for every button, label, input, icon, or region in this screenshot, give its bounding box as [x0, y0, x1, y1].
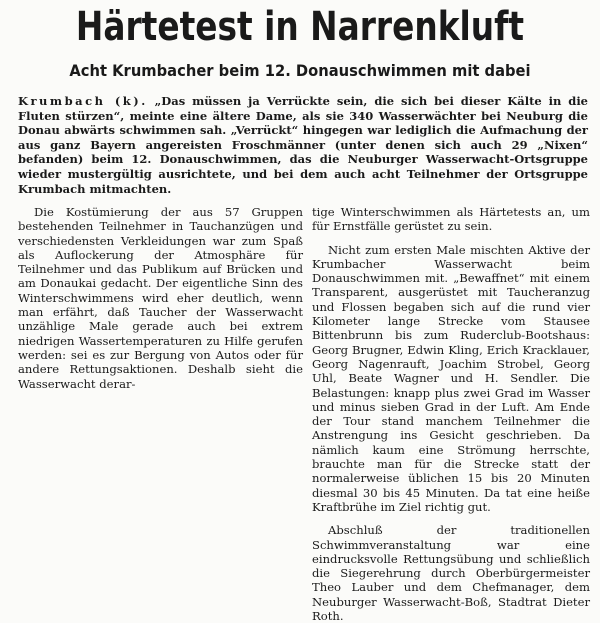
- dateline: Krumbach (k).: [18, 94, 148, 108]
- headline: Härtetest in Narrenkluft: [75, 4, 525, 50]
- paragraph: Nicht zum ersten Male mischten Aktive der Krumbacher Wasserwacht beim Donauschwimmen mit. „Bewaffnet“ mit einem Transparent, ausgerüstet mit Taucheranzug und Flossen begaben sich auf die rund vier Kilometer lange Strecke vom Stausee Bittenbrunn bis zum Ruderclub-Bootshaus: Georg Brugner, Edwin Kling, Erich Kracklauer, Georg Nagenrauft, Joachim Strobel, Georg Uhl, Beate Wagner und H. Sendler. Die Belastungen: knapp plus zwei Grad im Wasser und minus sieben Grad in der Luft. Am Ende der Tour stand manchem Teilnehmer die Anstrengung ins Gesicht geschrieben. Da nämlich kaum eine Strömung herrschte, brauchte man für die Strecke statt der normalerweise üblichen 15 bis 20 Minuten diesmal 30 bis 45 Minuten. Da tat eine heiße Kraftbrühe im Ziel richtig gut.: [312, 242, 590, 514]
- column-left: [18, 205, 303, 391]
- lead-paragraph: [18, 94, 588, 196]
- column-right: [312, 205, 590, 623]
- paragraph: Die Kostümierung der aus 57 Gruppen bestehenden Teilnehmer in Tauchanzügen und verschiedensten Verkleidungen war zum Spaß als Auflockerung der Atmosphäre für Teilnehmer und das Publikum auf Brücken und am Donaukai gedacht. Der eigentliche Sinn des Winterschwimmens wird eher deutlich, wenn man erfährt, daß Taucher der Wasserwacht unzählige Male gerade auch bei extrem niedrigen Wassertemperaturen zu Hilfe gerufen werden: sei es zur Bergung von Autos oder für andere Rettungsaktionen. Deshalb sieht die Wasserwacht derar-: [18, 205, 303, 391]
- lead-text: „Das müssen ja Verrückte sein, die sich bei dieser Kälte in die Fluten stürzen“, meinte eine ältere Dame, als sie 340 Wasserwächter bei Neuburg die Donau abwärts schwimmen sah. „Verrückt“ hingegen war lediglich die Aufmachung der aus ganz Bayern angereisten Froschmänner (unter denen sich auch 29 „Nixen“ befanden) beim 12. Donauschwimmen, das die Neuburger Wasserwacht-Ortsgruppe wieder mustergültig ausrichtete, und bei dem auch acht Teilnehmer der Ortsgruppe Krumbach mitmachten.: [18, 94, 588, 196]
- subheadline: Acht Krumbacher beim 12. Donauschwimmen mit dabei: [69, 61, 531, 80]
- paragraph-continued: tige Winterschwimmen als Härtetests an, um für Ernstfälle gerüstet zu sein.: [312, 205, 590, 234]
- paragraph: Abschluß der traditionellen Schwimmveranstaltung war eine eindrucksvolle Rettungsübung und schließlich die Siegerehrung durch Oberbürgermeister Theo Lauber und dem Chefmanager, dem Neuburger Wasserwacht-Boß, Stadtrat Dieter Roth.: [312, 523, 590, 623]
